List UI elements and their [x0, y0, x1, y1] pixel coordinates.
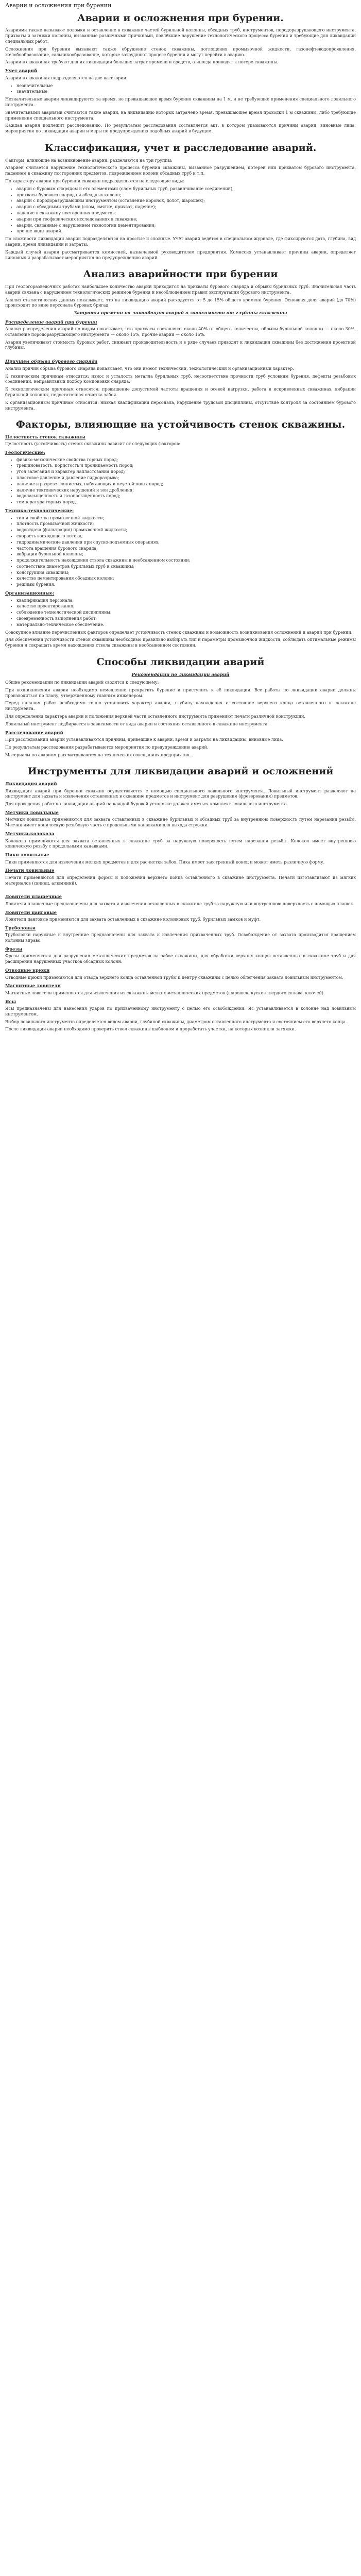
paragraph: Аварии в скважинах подразделяются на две категории:: [5, 75, 128, 80]
paragraph: Незначительные аварии ликвидируются за время, не превышающее время бурения скважины на 1 м, и не требующие применения специального ловильного инструмента.: [5, 97, 356, 107]
list-item: • наличие тектонических нарушений и зон дробления;: [16, 488, 356, 494]
paragraph: Каждая авария подлежит расследованию. По результатам расследования составляется акт, в котором указываются причины аварии, виновные лица, мероприятия по ликвидации аварии и меры по предупреждению подобных аварий в будущем.: [5, 123, 356, 134]
tool-heading: Метчики ловильные: [5, 810, 59, 816]
paragraph: Ловильный инструмент подбирается в зависимости от вида аварии и состояния оставленного в скважине инструмента.: [5, 721, 269, 726]
tool-description: Труболовки наружные и внутренние предназначены для захвата и извлечения прихваченных труб. Освобождение от захвата производится вращением колонны вправо.: [5, 933, 356, 943]
subheading-geological: Геологические:: [5, 450, 45, 456]
list-item: • прочие виды аварий.: [16, 229, 356, 234]
tool-description: Ясы предназначены для нанесения ударов по прихваченному инструменту с целью его освобождения. Яс устанавливается в колонне над ловильным инструментом.: [5, 1006, 356, 1016]
tool-heading: Отводные крюки: [5, 968, 50, 974]
list-item: • конструкция скважины;: [16, 570, 356, 576]
section-heading-accidents: Аварии и осложнения при бурении.: [77, 12, 284, 24]
list-item: • температура горных пород.: [16, 500, 356, 505]
paragraph: Аварии в скважинах требуют для их ликвидации больших затрат времени и средств, а иногда приводят к потере скважины.: [5, 60, 279, 65]
paragraph: Совокупное влияние перечисленных факторов определяет устойчивость стенок скважины и возможность возникновения осложнений и аварий при бурении.: [5, 630, 353, 635]
subheading-organizational: Организационные:: [5, 591, 55, 597]
tool-heading: Труболовки: [5, 925, 36, 931]
tool-heading: Ловители цанговые: [5, 910, 57, 916]
organizational-factors-list: [5, 598, 356, 628]
paragraph: Авариями также называют поломки и оставление в скважине частей бурильной колонны, обсадных труб, инструментов, породоразрушающего инструмента, прихваты и затяжки колонны, вызванные различными причинами, повлёкшие нарушение технологического процесса бурения и требующие для ликвидации специальных работ.: [5, 28, 356, 44]
subheading-distribution: Распределение аварий при бурении: [5, 319, 97, 325]
list-item: • качество проектирования;: [16, 604, 356, 609]
paragraph: По сложности ликвидации аварии подразделяются на простые и сложные. Учёт аварий ведётся в специальном журнале, где фиксируются дата, глубина, вид аварии, время ликвидации и затраты.: [5, 236, 356, 247]
subheading-wall-integrity: Целостность стенок скважины: [5, 434, 85, 440]
tool-description: Метчики ловильные применяются для захвата оставленных в скважине бурильных и обсадных труб за внутреннюю поверхность путем нарезания резьбы. Метчик имеет коническую резьбовую часть с продольными канавками для выхода стружки.: [5, 817, 356, 828]
section-heading-analysis: Анализ аварийности при бурении: [83, 268, 278, 280]
list-item: • скорость восходящего потока;: [16, 534, 356, 539]
paragraph: Для определения характера аварии и положения верхней части оставленного инструмента применяют печати различной конструкции.: [5, 714, 305, 719]
paragraph: Аварией считается нарушение технологического процесса бурения скважины, вызванное разрушением, потерей или прихватом бурового инструмента, падением в скважину посторонних предметов, повреждением колонн обсадных труб и т.п.: [5, 165, 356, 176]
list-item: • частота вращения бурового снаряда;: [16, 546, 356, 552]
list-item: • тип и свойства промывочной жидкости;: [16, 516, 356, 521]
tool-heading: Фрезы: [5, 947, 23, 953]
paragraph: При геологоразведочных работах наибольшее количество аварий приходится на прихваты бурового снаряда и обрывы бурильных труб. Значительная часть аварий связана с нарушением технологических режимов бурения и несоблюдением правил эксплуатации бурового инструмента.: [5, 284, 356, 295]
paragraph: После ликвидации аварии необходимо проверить ствол скважины шаблоном и проработать участки, на которых возникли затяжки.: [5, 1027, 296, 1032]
subheading-breakage-causes: Причины обрыва бурового снаряда: [5, 359, 98, 365]
list-item: • физико-механические свойства горных пород;: [16, 457, 356, 463]
tool-description: Отводные крюки применяются для отвода верхнего конца оставленной трубы к центру скважины с целью облегчения захвата ловильным инструментом.: [5, 975, 343, 980]
paragraph: Анализ статистических данных показывает, что на ликвидацию аварий расходуется от 5 до 15% общего времени бурения. Основная доля аварий (до 70%) происходит по вине персонала буровых бригад.: [5, 297, 356, 308]
paragraph: При возникновении аварии необходимо немедленно прекратить бурение и приступить к её ликвидации. Все работы по ликвидации аварии должны производиться по плану, утвержденному главным инженером.: [5, 687, 356, 698]
technical-factors-list: [5, 516, 356, 588]
list-item: • водоотдача (фильтрация) промывочной жидкости;: [16, 528, 356, 533]
tool-heading: Ясы: [5, 999, 16, 1005]
geological-factors-list: [5, 457, 356, 505]
list-item: • аварии с породоразрушающим инструментом (оставление коронок, долот, шарошек);: [16, 198, 356, 204]
list-item: • аварии при геофизических исследованиях в скважине;: [16, 217, 356, 223]
paragraph: К технологическим причинам относятся: превышение допустимой частоты вращения и осевой нагрузки, работа в искривленных скважинах, вибрации бурильной колонны, недостаточная очистка забоя.: [5, 387, 356, 397]
tool-heading: Магнитные ловители: [5, 984, 61, 989]
paragraph: Для проведения работ по ликвидации аварий на каждой буровой установке должен иметься комплект ловильного инструмента.: [5, 802, 288, 807]
list-item: • пластовое давление и давление гидроразрыва;: [16, 476, 356, 481]
accident-categories-list: [5, 83, 356, 95]
paragraph: Анализ распределения аварий по видам показывает, что прихваты составляют около 40% от общего количества, обрывы бурильной колонны — около 30%, оставление породоразрушающего инструмента — около 15%, прочие аварии — около 15%.: [5, 327, 356, 337]
subheading-investigation: Расследование аварий: [5, 730, 63, 736]
paragraph: Каждый случай аварии рассматривается комиссией, назначаемой руководителем предприятия. Комиссия устанавливает причины аварии, определяет виновных и разрабатывает мероприятия по предупреждению аварий.: [5, 249, 356, 260]
subheading-accident-accounting: Учет аварий: [5, 69, 38, 74]
list-item: • водонасыщенность и газонасыщенность пород;: [16, 494, 356, 499]
list-item: • угол залегания и характер напластования пород;: [16, 469, 356, 475]
subheading-time-costs: Затраты времени на ликвидацию аварий в зависимости от глубины скважины: [74, 311, 287, 316]
section-heading-liquidation-methods: Способы ликвидации аварий: [96, 656, 265, 668]
list-item: • качество цементирования обсадных колонн;: [16, 576, 356, 582]
tool-heading: Печати ловильные: [5, 868, 55, 874]
list-item: • соблюдение технологической дисциплины;: [16, 610, 356, 616]
tool-heading: Пики ловильные: [5, 853, 49, 858]
paragraph: Ликвидация аварий при бурении скважин осуществляется с помощью специального ловильного инструмента. Ловильный инструмент разделяют на инструмент для захвата и извлечения оставленных в скважине предметов и инструмент для разрушения (фрезерования) предметов.: [5, 788, 356, 799]
paragraph: При расследовании аварии устанавливаются причины, приведшие к аварии, время и затраты на ликвидацию, виновные лица.: [5, 737, 283, 742]
paragraph: Анализ причин обрыва бурового снаряда показывает, что они имеют технический, технологический и организационный характер.: [5, 366, 294, 371]
tool-heading: Метчики-колокола: [5, 832, 55, 837]
list-item: • трещиноватость, пористость и проницаемость пород;: [16, 463, 356, 469]
list-item: • значительные: [16, 89, 356, 95]
list-item: • соответствие диаметров бурильных труб и скважины;: [16, 564, 356, 570]
paragraph: Целостность (устойчивость) стенок скважины зависит от следующих факторов:: [5, 442, 180, 447]
list-item: • материально-техническое обеспечение.: [16, 622, 356, 628]
paragraph: По характеру аварии при бурении скважин подразделяются на следующие виды:: [5, 178, 184, 183]
list-item: • прихваты бурового снаряда и обсадных колонн;: [16, 193, 356, 198]
section-heading-wall-stability: Факторы, влияющие на устойчивость стенок скважины.: [15, 419, 346, 431]
paragraph: Общие рекомендации по ликвидации аварий сводятся к следующему:: [5, 680, 159, 685]
paragraph: Выбор ловильного инструмента определяется видом аварии, глубиной скважины, диаметром оставленного инструмента и состоянием его верхнего конца.: [5, 1019, 347, 1024]
paragraph: Значительными авариями считаются такие аварии, на ликвидацию которых затрачено время, превышающее время проходки 1 м скважины, либо требующие применения специального инструмента.: [5, 110, 356, 121]
section-heading-classification: Классификация, учет и расследование аварий.: [44, 142, 317, 154]
paragraph: Осложнения при бурении вызывают также обрушение стенок скважины, поглощения промывочной жидкости, газонефтеводопроявления, желобообразование, сальникообразование, которые затрудняют процесс бурения и могут перейти в аварию.: [5, 46, 356, 57]
document-title: Аварии и осложнения при бурении: [5, 2, 112, 9]
paragraph: Факторы, влияющие на возникновение аварий, разделяются на три группы:: [5, 158, 173, 163]
list-item: • своевременность выполнения работ;: [16, 616, 356, 622]
subheading-technical: Технико-технологические:: [5, 509, 74, 514]
tool-description: Ловители цанговые применяются для захвата оставленных в скважине колонковых труб, бурильных замков и муфт.: [5, 917, 261, 922]
subheading-liquidation: Ликвидация аварий: [5, 782, 57, 787]
list-item: • наличие в разрезе глинистых, набухающих и неустойчивых пород;: [16, 482, 356, 487]
paragraph: Для обеспечения устойчивости стенок скважины необходимо правильно выбирать тип и параметры промывочной жидкости, соблюдать оптимальные режимы бурения и сокращать время нахождения ствола скважины в необсаженном состоянии.: [5, 637, 356, 648]
list-item: • незначительные: [16, 83, 356, 89]
list-item: • аварии с буровым снарядом и его элементами (слом бурильных труб, развинчивание соединений);: [16, 187, 356, 192]
tool-heading: Ловители плашечные: [5, 894, 62, 900]
document: [0, 0, 361, 1032]
accident-types-list: [5, 187, 356, 234]
subheading-recommendations: Рекомендации по ликвидации аварий: [131, 672, 230, 677]
list-item: • режимы бурения.: [16, 582, 356, 588]
list-item: • продолжительность нахождения ствола скважины в необсаженном состоянии;: [16, 558, 356, 564]
list-item: • вибрации бурильной колонны;: [16, 552, 356, 557]
tool-description: Колокола применяются для захвата оставленных в скважине труб за наружную поверхность путем нарезания резьбы. Колокол имеет внутреннюю коническую резьбу с продольными канавками.: [5, 838, 356, 849]
list-item: • плотность промывочной жидкости;: [16, 521, 356, 527]
list-item: • квалификация персонала;: [16, 598, 356, 604]
paragraph: К организационным причинам относятся: низкая квалификация персонала, нарушение трудовой дисциплины, отсутствие контроля за состоянием бурового инструмента.: [5, 400, 356, 411]
tool-description: Пики применяются для извлечения мелких предметов и для расчистки забоя. Пика имеет заостренный конец и может иметь различную форму.: [5, 859, 325, 865]
paragraph: По результатам расследования разрабатываются мероприятия по предупреждению аварий.: [5, 744, 209, 750]
tool-description: Фрезы применяются для разрушения металлических предметов на забое скважины, для обработки верхних концов оставленных в скважине труб и для расширения нарушенных участков обсадных колонн.: [5, 954, 356, 964]
paragraph: Аварии увеличивают стоимость буровых работ, снижают производительность и в ряде случаев приводят к ликвидации скважины без достижения проектной глубины.: [5, 340, 356, 350]
tool-description: Ловители плашечные предназначены для захвата и извлечения оставленных в скважине труб за наружную или внутреннюю поверхность с помощью плашек.: [5, 901, 355, 906]
paragraph: К техническим причинам относятся: износ и усталость металла бурильных труб, несоответствие прочности труб условиям бурения, дефекты резьбовых соединений, неправильный подбор компоновки снаряда.: [5, 374, 356, 384]
paragraph: Перед началом работ необходимо точно установить характер аварии, глубину нахождения и состояние верхнего конца оставленного в скважине инструмента.: [5, 701, 356, 711]
tool-description: Магнитные ловители применяются для извлечения из скважины мелких металлических предметов (шарошек, кусков твердого сплава, ключей).: [5, 990, 325, 995]
section-heading-tools: Инструменты для ликвидации аварий и осложнений: [27, 766, 334, 777]
tool-description: Печати применяются для определения формы и положения верхнего конца оставленного в скважине инструмента. Печати изготавливают из мягких материалов (свинец, алюминий).: [5, 875, 356, 886]
list-item: • аварии, связанные с нарушением технологии цементирования;: [16, 223, 356, 229]
list-item: • падение в скважину посторонних предметов;: [16, 211, 356, 216]
list-item: • аварии с обсадными трубами (слом, смятие, прихват, падение);: [16, 205, 356, 210]
paragraph: Материалы по авариям рассматриваются на технических совещаниях предприятия.: [5, 752, 191, 757]
list-item: • гидродинамические давления при спуско-подъемных операциях;: [16, 540, 356, 546]
